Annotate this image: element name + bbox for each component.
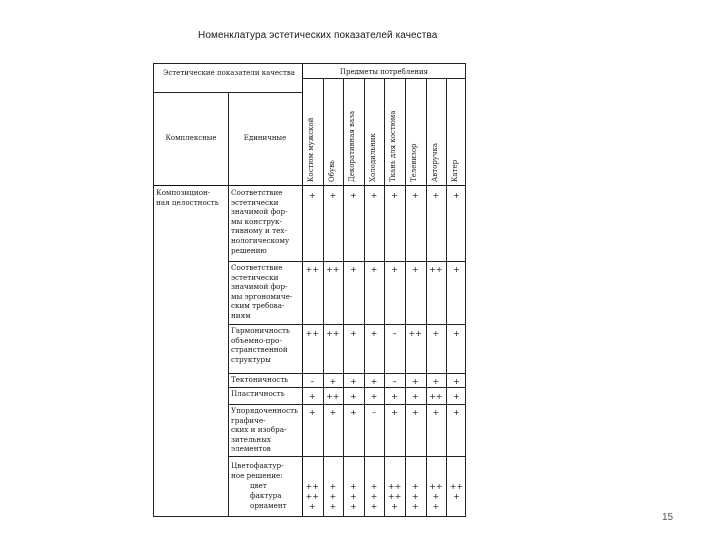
- product-header-6: Телевизор: [410, 143, 418, 182]
- row-label-1: Соответствие эстетически значимой фор- мы конструк- тивному и тех- нологическому решению: [231, 188, 290, 255]
- product-col-divider: [405, 78, 406, 516]
- mark-r1-c2: +: [329, 191, 337, 200]
- mark-last-3-c5: +: [391, 502, 398, 511]
- last-row-sub-2: фактура: [250, 491, 282, 500]
- product-col-divider: [364, 78, 365, 516]
- product-col-divider: [446, 78, 447, 516]
- mark-r4-c7: +: [432, 377, 440, 386]
- row-label-3: Гармоничность объемно-про- странственной структуры: [231, 326, 290, 364]
- mark-r5-c2: ++: [326, 392, 340, 401]
- mark-last-1-c2: +: [329, 482, 337, 491]
- mark-r6-c8: +: [453, 408, 460, 417]
- mark-last-2-c2: +: [329, 492, 337, 501]
- mark-r1-c3: +: [350, 191, 357, 200]
- mark-r1-c6: +: [411, 191, 419, 200]
- mark-r4-c6: +: [411, 377, 419, 386]
- mark-last-1-c1: ++: [305, 482, 319, 491]
- mark-last-2-c3: +: [350, 492, 357, 501]
- mark-last-3-c4: +: [370, 502, 378, 511]
- single-col-divider: [228, 185, 229, 516]
- mark-r1-c8: +: [453, 191, 460, 200]
- product-col-divider: [343, 78, 344, 516]
- mark-r3-c2: ++: [326, 329, 340, 338]
- product-header-2: Обувь: [327, 160, 336, 182]
- last-row-label: Цветофактур- ное решение:: [231, 461, 284, 480]
- mark-r2-c4: +: [370, 265, 378, 274]
- page-number: 15: [662, 512, 674, 523]
- mark-r2-c3: +: [350, 265, 357, 274]
- mark-r4-c1: –: [310, 377, 315, 386]
- product-header-1: Костюм мужской: [307, 117, 315, 182]
- mark-r2-c1: ++: [305, 265, 319, 274]
- mark-r6-c2: +: [329, 408, 337, 417]
- mark-last-1-c7: ++: [429, 482, 443, 491]
- mark-last-2-c4: +: [370, 492, 378, 501]
- row-divider: [228, 324, 465, 325]
- row-label-2: Соответствие эстетически значимой фор- мы эргономиче- ским требова- ниям: [231, 263, 293, 320]
- product-col-divider: [323, 78, 324, 516]
- row-divider: [228, 404, 465, 405]
- mark-last-1-c3: +: [350, 482, 357, 491]
- last-row-sub-1: цвет: [250, 481, 267, 490]
- mark-r1-c4: +: [370, 191, 378, 200]
- header-single-label: Единичные: [243, 134, 287, 142]
- mark-r5-c7: ++: [429, 392, 443, 401]
- mark-r5-c5: +: [391, 392, 398, 401]
- quality-indicators-table: [153, 63, 466, 517]
- mark-r5-c4: +: [370, 392, 378, 401]
- mark-last-3-c2: +: [329, 502, 337, 511]
- mark-last-2-c6: +: [411, 492, 419, 501]
- mark-r6-c6: +: [411, 408, 419, 417]
- mark-last-3-c1: +: [308, 502, 316, 511]
- mark-r3-c5: –: [392, 329, 397, 338]
- row-label-4: Тектоничность: [231, 375, 289, 384]
- mark-r4-c2: +: [329, 377, 337, 386]
- mark-last-3-c6: +: [411, 502, 419, 511]
- mark-r6-c5: +: [391, 408, 398, 417]
- mark-r4-c8: +: [453, 377, 460, 386]
- mark-last-2-c7: +: [432, 492, 440, 501]
- mark-r5-c1: +: [308, 392, 316, 401]
- mark-r2-c7: ++: [429, 265, 443, 274]
- mark-r6-c4: –: [372, 408, 376, 417]
- mark-last-1-c6: +: [411, 482, 419, 491]
- header-group-label: Эстетические показатели качества: [163, 69, 295, 77]
- mark-r6-c7: +: [432, 408, 440, 417]
- mark-r3-c4: +: [370, 329, 378, 338]
- mark-last-3-c7: +: [432, 502, 440, 511]
- mark-last-2-c5: ++: [387, 492, 402, 501]
- mark-r1-c5: +: [391, 191, 398, 200]
- mark-r3-c7: +: [432, 329, 440, 338]
- header-complex-label: Комплексные: [165, 134, 217, 142]
- group-label: Композицион- ная целостность: [156, 188, 219, 207]
- mark-r2-c8: +: [453, 265, 460, 274]
- product-header-3: Декоративная ваза: [348, 110, 357, 182]
- mark-last-1-c5: ++: [387, 482, 402, 491]
- row-divider: [228, 456, 465, 457]
- mark-last-2-c8: +: [453, 492, 460, 501]
- mark-r2-c2: ++: [326, 265, 340, 274]
- row-divider: [228, 387, 465, 388]
- mark-r6-c1: +: [308, 408, 316, 417]
- mark-r5-c8: +: [453, 392, 460, 401]
- mark-r3-c8: +: [453, 329, 460, 338]
- product-header-7: Авторучка: [430, 142, 439, 182]
- row-label-6: Упорядоченность графиче- ских и изобра- зительных элементов: [231, 406, 299, 454]
- mark-r4-c3: +: [350, 377, 357, 386]
- header-products-label: Предметы потребления: [339, 68, 429, 76]
- mark-r5-c6: +: [411, 392, 419, 401]
- product-header-4: Холодильник: [368, 133, 377, 182]
- product-header-8: Катер: [451, 159, 460, 182]
- product-col-divider: [384, 78, 385, 516]
- mark-r4-c5: –: [392, 377, 397, 386]
- page-title: Номенклатура эстетических показателей качества: [198, 30, 438, 41]
- mark-r1-c1: +: [308, 191, 316, 200]
- row-label-5: Пластичность: [231, 389, 285, 398]
- mark-r6-c3: +: [350, 408, 357, 417]
- mark-last-3-c3: +: [350, 502, 357, 511]
- mark-last-1-c8: ++: [449, 482, 464, 491]
- products-left-border: [302, 64, 303, 516]
- row-divider: [228, 373, 465, 374]
- mark-r2-c6: +: [411, 265, 419, 274]
- mark-r1-c7: +: [432, 191, 440, 200]
- product-header-5: Ткань для костюма: [389, 110, 398, 182]
- mark-r3-c1: ++: [305, 329, 319, 338]
- mark-r4-c4: +: [370, 377, 378, 386]
- header-bottom-line: [154, 185, 465, 186]
- last-row-sub-3: орнамент: [250, 501, 287, 510]
- mark-r3-c3: +: [350, 329, 357, 338]
- mark-r5-c3: +: [350, 392, 357, 401]
- mark-last-2-c1: ++: [305, 492, 319, 501]
- mark-r2-c5: +: [391, 265, 398, 274]
- mark-r3-c6: ++: [408, 329, 422, 338]
- row-divider: [228, 261, 465, 262]
- mark-last-1-c4: +: [370, 482, 378, 491]
- product-col-divider: [426, 78, 427, 516]
